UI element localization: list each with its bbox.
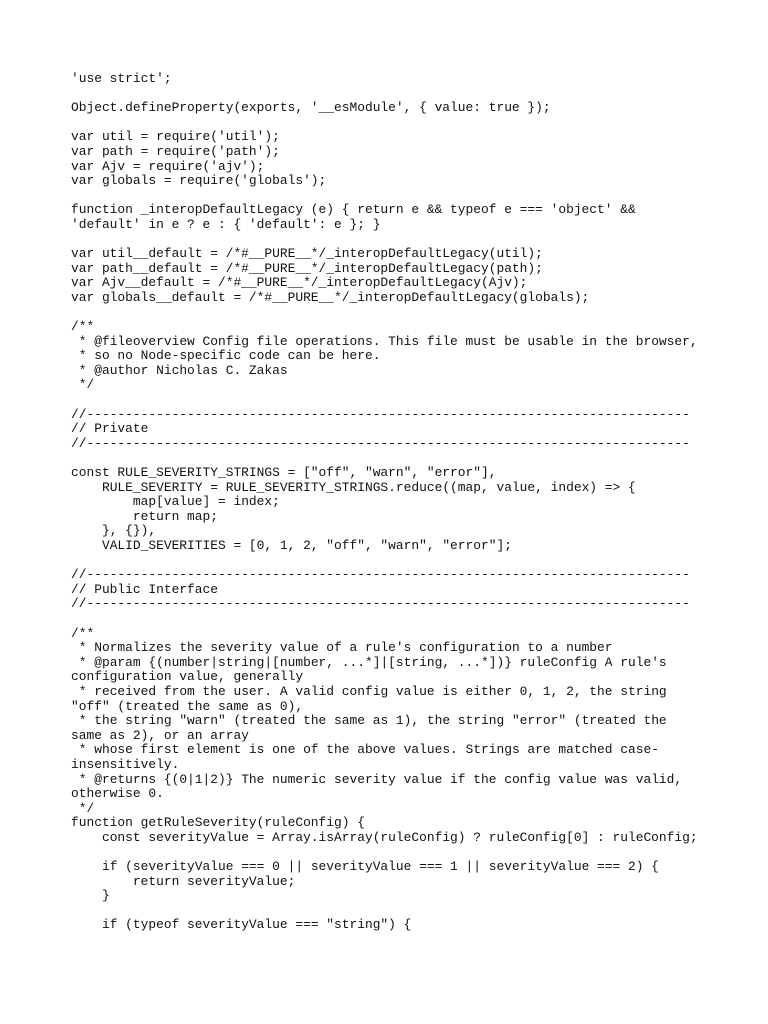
code-line — [71, 845, 703, 860]
code-line: * @returns {(0|1|2)} The numeric severity value if the config value was valid, otherwise 0. — [71, 771, 690, 802]
code-line: */ — [71, 800, 95, 816]
code-line: 'use strict'; — [71, 71, 172, 86]
code-line — [71, 306, 703, 321]
code-line — [71, 116, 703, 131]
code-line — [71, 554, 703, 569]
source-code-listing — [71, 72, 703, 933]
code-line: return severityValue; — [71, 873, 296, 889]
code-line: //------------------------------------------------------------------------------ — [71, 435, 690, 451]
code-line: return map; — [71, 508, 218, 524]
code-line: // Private — [71, 421, 149, 437]
code-line: * @param {(number|string|[number, ...*]|[string, ...*])} ruleConfig A rule's configuration value, generally — [71, 654, 675, 685]
code-line: /** — [71, 625, 95, 641]
code-line: //------------------------------------------------------------------------------ — [71, 567, 690, 583]
code-line: var util__default = /*#__PURE__*/_interopDefaultLegacy(util); — [71, 246, 543, 262]
code-line — [71, 451, 703, 466]
code-line: //------------------------------------------------------------------------------ — [71, 596, 690, 612]
code-line: RULE_SEVERITY = RULE_SEVERITY_STRINGS.reduce((map, value, index) => { — [71, 479, 636, 495]
code-line: /** — [71, 319, 95, 335]
code-line: }, {}), — [71, 523, 157, 539]
code-line: var globals__default = /*#__PURE__*/_interopDefaultLegacy(globals); — [71, 289, 590, 305]
code-line — [71, 393, 703, 408]
code-line: if (severityValue === 0 || severityValue === 1 || severityValue === 2) { — [71, 859, 659, 875]
code-line: // Public Interface — [71, 581, 218, 597]
code-line — [71, 612, 703, 627]
code-line: //------------------------------------------------------------------------------ — [71, 406, 690, 422]
code-line: * @fileoverview Config file operations. This file must be usable in the browser, — [71, 333, 698, 349]
code-line: const severityValue = Array.isArray(ruleConfig) ? ruleConfig[0] : ruleConfig; — [71, 829, 698, 845]
code-line: if (typeof severityValue === "string") { — [71, 917, 412, 933]
code-line: * the string "warn" (treated the same as 1), the string "error" (treated the same as 2), or an array — [71, 713, 675, 743]
code-line — [71, 904, 703, 919]
code-line: Object.defineProperty(exports, '__esModule', { value: true }); — [71, 100, 551, 116]
code-line: map[value] = index; — [71, 494, 280, 510]
code-line: function getRuleSeverity(ruleConfig) { — [71, 815, 365, 831]
code-line — [71, 87, 703, 102]
code-line: * @author Nicholas C. Zakas — [71, 362, 288, 378]
code-line: var path = require('path'); — [71, 143, 280, 159]
code-line: var util = require('util'); — [71, 129, 280, 145]
code-line: var Ajv = require('ajv'); — [71, 158, 265, 174]
code-line: function _interopDefaultLegacy (e) { return e && typeof e === 'object' && 'default' in e ? e : { 'default': e }; } — [71, 202, 644, 232]
code-line — [71, 189, 703, 204]
code-line: var globals = require('globals'); — [71, 173, 327, 189]
code-line: var Ajv__default = /*#__PURE__*/_interopDefaultLegacy(Ajv); — [71, 275, 528, 291]
code-line: * received from the user. A valid config value is either 0, 1, 2, the string "off" (treated the same as 0), — [71, 683, 675, 714]
code-line: VALID_SEVERITIES = [0, 1, 2, "off", "warn", "error"]; — [71, 538, 512, 553]
code-line: const RULE_SEVERITY_STRINGS = ["off", "warn", "error"], — [71, 465, 497, 481]
code-line: * Normalizes the severity value of a rule's configuration to a number — [71, 640, 613, 656]
code-line: */ — [71, 377, 95, 393]
code-line: var path__default = /*#__PURE__*/_interopDefaultLegacy(path); — [71, 260, 543, 276]
code-line: } — [71, 888, 110, 904]
code-line: * so no Node-specific code can be here. — [71, 348, 381, 364]
code-line — [71, 233, 703, 248]
code-line: * whose first element is one of the above values. Strings are matched case-insensitively. — [71, 742, 659, 772]
